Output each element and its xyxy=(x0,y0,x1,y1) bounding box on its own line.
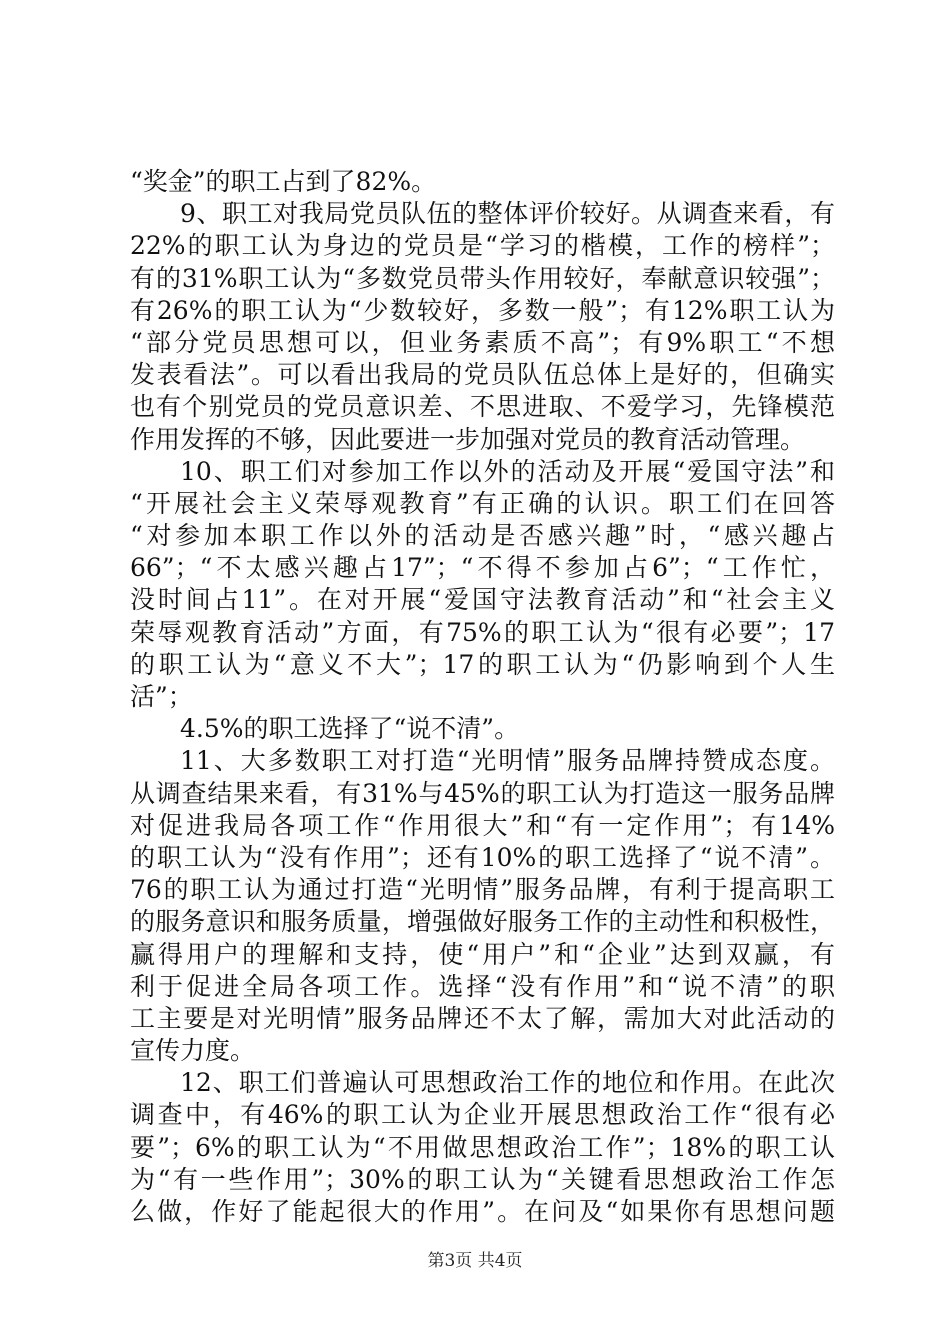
text-line: 赢得用户的理解和支持，使“用户”和“企业”达到双赢，有 xyxy=(130,939,835,969)
text-line: 有的31%职工认为“多数党员带头作用较好，奉献意识较强”； xyxy=(130,263,835,293)
text-line: 工主要是对光明情”服务品牌还不太了解，需加大对此活动的 xyxy=(130,1003,835,1033)
text-line: 要”；6%的职工认为“不用做思想政治工作”；18%的职工认 xyxy=(130,1132,835,1162)
text-line: 调查中，有46%的职工认为企业开展思想政治工作“很有必 xyxy=(130,1100,835,1130)
text-line: 活”； xyxy=(130,682,193,711)
text-line: 对促进我局各项工作“作用很大”和“有一定作用”；有14% xyxy=(130,810,835,840)
text-line: 从调查结果来看，有31%与45%的职工认为打造这一服务品牌 xyxy=(130,778,835,808)
text-line: 有26%的职工认为“少数较好，多数一般”；有12%职工认为 xyxy=(130,295,835,325)
text-line: “对参加本职工作以外的活动是否感兴趣”时，“感兴趣占 xyxy=(130,521,835,551)
page-footer: 第3页 共4页 xyxy=(427,1251,523,1271)
text-line: 为“有一些作用”；30%的职工认为“关键看思想政治工作怎 xyxy=(130,1164,835,1194)
text-line: 利于促进全局各项工作。选择“没有作用”和“说不清”的职 xyxy=(130,971,835,1001)
document-body xyxy=(130,166,835,1228)
text-line: 作用发挥的不够，因此要进一步加强对党员的教育活动管理。 xyxy=(130,424,806,454)
text-line: 4.5%的职工选择了“说不清”。 xyxy=(180,714,520,744)
text-line: 11、大多数职工对打造“光明情”服务品牌持赞成态度。 xyxy=(180,746,835,776)
text-line: 发表看法”。可以看出我局的党员队伍总体上是好的，但确实 xyxy=(130,360,835,390)
text-line: 没时间占11”。在对开展“爱国守法教育活动”和“社会主义 xyxy=(130,585,835,615)
text-line: “奖金”的职工占到了82%。 xyxy=(130,167,437,196)
text-line: 的职工认为“意义不大”；17的职工认为“仍影响到个人生 xyxy=(130,649,835,679)
text-line: 宣传力度。 xyxy=(130,1036,256,1066)
text-line: 22%的职工认为身边的党员是“学习的楷模，工作的榜样”； xyxy=(130,231,835,261)
text-line: 的服务意识和服务质量，增强做好服务工作的主动性和积极性， xyxy=(130,907,835,937)
text-line: 的职工认为“没有作用”；还有10%的职工选择了“说不清”。 xyxy=(130,842,835,872)
text-line: 10、职工们对参加工作以外的活动及开展“爱国守法”和 xyxy=(180,456,835,486)
text-line: 荣辱观教育活动”方面，有75%的职工认为“很有必要”；17 xyxy=(130,617,835,647)
text-line: 12、职工们普遍认可思想政治工作的地位和作用。在此次 xyxy=(180,1068,835,1098)
text-line: “开展社会主义荣辱观教育”有正确的认识。职工们在回答 xyxy=(130,488,835,518)
text-line: “部分党员思想可以，但业务素质不高”；有9%职工“不想 xyxy=(130,327,835,357)
text-line: 也有个别党员的党员意识差、不思进取、不爱学习，先锋模范 xyxy=(130,392,835,422)
text-line: 66”；“不太感兴趣占17”；“不得不参加占6”；“工作忙， xyxy=(130,553,835,583)
text-line: 9、职工对我局党员队伍的整体评价较好。从调查来看，有 xyxy=(180,199,835,229)
text-line: 么做，作好了能起很大的作用”。在问及“如果你有思想问题 xyxy=(130,1197,835,1226)
text-line: 76的职工认为通过打造“光明情”服务品牌，有利于提高职工 xyxy=(130,875,835,905)
